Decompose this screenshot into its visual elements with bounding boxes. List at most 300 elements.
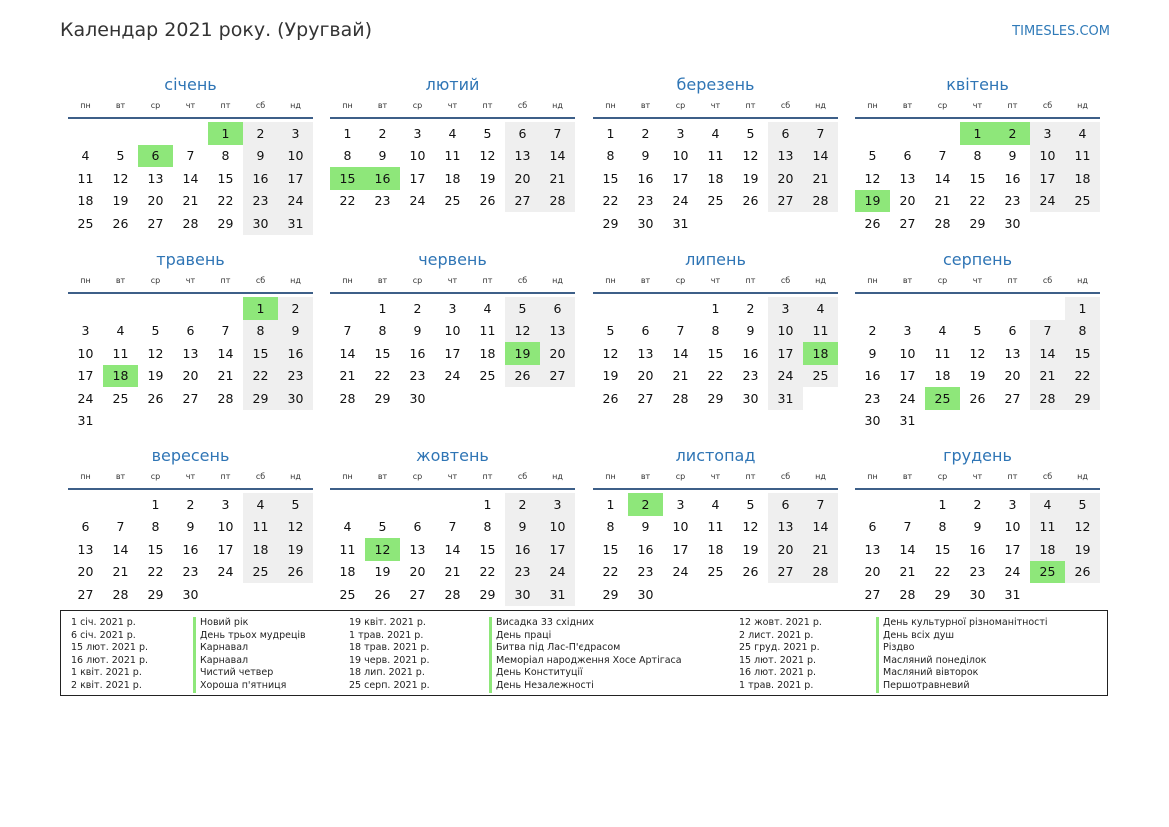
day-cell: 15 [147, 541, 164, 557]
day-grid [68, 493, 313, 606]
day-cell: 24 [278, 190, 313, 213]
day-cell: 18 [1030, 538, 1065, 561]
weekday-label: пн [342, 472, 353, 481]
day-cell: 31 [1004, 586, 1021, 602]
holiday-date: 6 січ. 2021 р. [71, 629, 136, 641]
day-cell: 28 [444, 586, 461, 602]
day-cell: 9 [505, 516, 540, 539]
day-cell: 5 [483, 125, 492, 141]
weekday-label: пн [867, 276, 878, 285]
day-cell: 16 [864, 368, 881, 384]
month-block [330, 74, 575, 212]
day-cell: 7 [1030, 320, 1065, 343]
day-grid [593, 297, 838, 410]
day-cell: 6 [186, 323, 195, 339]
empty-cell [138, 297, 173, 320]
weekday-label: чт [710, 472, 721, 481]
day-cell: 14 [540, 145, 575, 168]
day-cell: 20 [182, 368, 199, 384]
day-cell: 27 [409, 586, 426, 602]
day-cell: 25 [479, 368, 496, 384]
weekday-label: ср [937, 276, 948, 285]
day-cell: 28 [934, 215, 951, 231]
day-cell: 4 [116, 323, 125, 339]
day-cell: 25 [707, 193, 724, 209]
day-cell: 28 [217, 390, 234, 406]
day-cell: 5 [868, 148, 877, 164]
day-cell: 9 [973, 519, 982, 535]
day-cell: 23 [505, 561, 540, 584]
weekday-label: чт [710, 276, 721, 285]
day-cell: 17 [444, 345, 461, 361]
weekday-label: вт [640, 472, 651, 481]
day-cell: 20 [540, 342, 575, 365]
holiday-name: Новий рік [193, 617, 306, 630]
day-grid [330, 493, 575, 606]
day-cell: 7 [343, 323, 352, 339]
day-cell: 24 [77, 390, 94, 406]
holiday-date: 19 черв. 2021 р. [349, 654, 430, 666]
weekday-label: пт [482, 276, 493, 285]
day-cell: 26 [505, 365, 540, 388]
day-cell: 10 [77, 345, 94, 361]
day-cell: 19 [112, 193, 129, 209]
weekday-label: ср [937, 472, 948, 481]
day-cell: 13 [637, 345, 654, 361]
empty-cell [1030, 297, 1065, 320]
empty-cell [208, 297, 243, 320]
holiday-date: 16 лют. 2021 р. [739, 667, 816, 679]
day-cell: 23 [182, 564, 199, 580]
month-name: квітень [946, 75, 1009, 94]
month-block [593, 249, 838, 410]
day-cell: 5 [973, 323, 982, 339]
day-cell: 30 [1004, 215, 1021, 231]
holiday-name: День культурної різноманітності [876, 617, 1048, 630]
day-cell: 8 [606, 148, 615, 164]
day-cell: 16 [637, 541, 654, 557]
day-cell: 10 [444, 323, 461, 339]
day-cell: 18 [1065, 167, 1100, 190]
weekday-label: нд [1077, 472, 1088, 481]
day-cell: 2 [973, 496, 982, 512]
day-cell: 16 [969, 541, 986, 557]
weekday-label: нд [290, 472, 301, 481]
day-cell: 20 [768, 167, 803, 190]
weekday-label: пн [605, 276, 616, 285]
holiday-name: День Конституції [489, 667, 682, 680]
day-cell: 16 [1004, 170, 1021, 186]
weekday-label: пн [342, 276, 353, 285]
day-cell: 9 [641, 148, 650, 164]
day-cell: 8 [243, 320, 278, 343]
empty-cell [173, 297, 208, 320]
empty-cell [103, 493, 138, 516]
day-cell: 4 [1030, 493, 1065, 516]
day-cell: 23 [864, 390, 881, 406]
weekday-header-row [68, 100, 313, 119]
day-cell: 20 [637, 368, 654, 384]
weekday-label: сб [255, 472, 266, 481]
holiday-date: 12 жовт. 2021 р. [739, 617, 822, 628]
day-cell: 4 [343, 519, 352, 535]
month-name: січень [164, 75, 217, 94]
day-cell: 10 [672, 148, 689, 164]
weekday-label: нд [290, 276, 301, 285]
weekday-label: чт [447, 276, 458, 285]
day-cell: 12 [479, 148, 496, 164]
day-cell: 6 [413, 519, 422, 535]
month-name: грудень [943, 446, 1012, 465]
empty-cell [925, 122, 960, 145]
day-cell: 7 [221, 323, 230, 339]
day-cell: 4 [483, 300, 492, 316]
day-cell: 20 [147, 193, 164, 209]
weekday-label: пн [605, 472, 616, 481]
day-cell: 7 [803, 122, 838, 145]
day-cell: 3 [676, 125, 685, 141]
day-cell: 23 [637, 564, 654, 580]
day-cell: 17 [217, 541, 234, 557]
day-cell: 13 [1004, 345, 1021, 361]
day-cell: 16 [278, 342, 313, 365]
day-cell: 1 [711, 300, 720, 316]
day-cell: 6 [1008, 323, 1017, 339]
day-cell: 24 [672, 193, 689, 209]
day-cell: 11 [803, 320, 838, 343]
day-cell: 3 [221, 496, 230, 512]
weekday-label: вт [902, 101, 913, 110]
day-cell: 30 [637, 586, 654, 602]
day-cell: 6 [505, 122, 540, 145]
day-cell: 26 [602, 390, 619, 406]
weekday-label: чт [972, 276, 983, 285]
holiday-day-cell: 16 [365, 167, 400, 190]
day-cell: 30 [742, 390, 759, 406]
holiday-name-column [193, 617, 306, 693]
day-cell: 16 [243, 167, 278, 190]
holiday-day-cell: 19 [855, 190, 890, 213]
month-block [855, 445, 1100, 606]
day-cell: 13 [147, 170, 164, 186]
day-cell: 29 [707, 390, 724, 406]
day-cell: 16 [409, 345, 426, 361]
day-cell: 6 [641, 323, 650, 339]
weekday-label: вт [115, 472, 126, 481]
holiday-day-cell: 19 [505, 342, 540, 365]
day-cell: 25 [243, 561, 278, 584]
day-cell: 4 [938, 323, 947, 339]
day-cell: 28 [182, 215, 199, 231]
day-cell: 21 [112, 564, 129, 580]
day-grid [330, 297, 575, 410]
month-name: червень [418, 250, 487, 269]
day-cell: 1 [343, 125, 352, 141]
weekday-header-row [593, 275, 838, 294]
day-cell: 25 [339, 586, 356, 602]
day-cell: 4 [81, 148, 90, 164]
weekday-header-row [593, 471, 838, 490]
day-cell: 26 [969, 390, 986, 406]
empty-cell [663, 297, 698, 320]
day-cell: 20 [864, 564, 881, 580]
day-cell: 28 [540, 190, 575, 213]
day-cell: 3 [1008, 496, 1017, 512]
day-cell: 18 [243, 538, 278, 561]
day-cell: 22 [934, 564, 951, 580]
day-cell: 2 [641, 125, 650, 141]
empty-cell [593, 297, 628, 320]
day-cell: 29 [479, 586, 496, 602]
day-cell: 9 [413, 323, 422, 339]
day-cell: 8 [151, 519, 160, 535]
day-cell: 13 [768, 145, 803, 168]
day-cell: 22 [374, 368, 391, 384]
weekday-label: чт [185, 101, 196, 110]
day-cell: 22 [602, 193, 619, 209]
day-cell: 17 [278, 167, 313, 190]
day-cell: 6 [540, 297, 575, 320]
weekday-header-row [855, 275, 1100, 294]
holiday-name: Різдво [876, 642, 1048, 655]
weekday-label: нд [815, 472, 826, 481]
day-cell: 11 [243, 516, 278, 539]
weekday-label: пт [482, 472, 493, 481]
weekday-header-row [68, 471, 313, 490]
weekday-header-row [855, 471, 1100, 490]
day-cell: 9 [243, 145, 278, 168]
day-cell: 28 [899, 586, 916, 602]
day-cell: 15 [217, 170, 234, 186]
day-cell: 18 [707, 170, 724, 186]
month-name: жовтень [416, 446, 489, 465]
weekday-label: вт [640, 276, 651, 285]
month-block [593, 74, 838, 235]
weekday-label: ср [675, 276, 686, 285]
month-name: березень [676, 75, 755, 94]
day-cell: 17 [540, 538, 575, 561]
day-cell: 27 [864, 586, 881, 602]
day-cell: 3 [448, 300, 457, 316]
day-cell: 23 [243, 190, 278, 213]
holiday-date: 1 трав. 2021 р. [349, 629, 424, 641]
day-cell: 26 [1065, 561, 1100, 584]
day-cell: 15 [1065, 342, 1100, 365]
day-cell: 20 [505, 167, 540, 190]
holiday-date: 25 груд. 2021 р. [739, 642, 820, 654]
day-cell: 13 [899, 170, 916, 186]
day-cell: 28 [803, 190, 838, 213]
day-cell: 29 [602, 215, 619, 231]
day-cell: 9 [746, 323, 755, 339]
day-cell: 14 [444, 541, 461, 557]
weekday-label: ср [150, 101, 161, 110]
day-cell: 15 [969, 170, 986, 186]
day-cell: 15 [374, 345, 391, 361]
day-cell: 9 [378, 148, 387, 164]
day-cell: 22 [243, 365, 278, 388]
holiday-day-cell: 15 [330, 167, 365, 190]
day-cell: 30 [637, 215, 654, 231]
weekday-label: нд [552, 101, 563, 110]
day-cell: 3 [540, 493, 575, 516]
weekday-header-row [855, 100, 1100, 119]
day-cell: 13 [864, 541, 881, 557]
day-cell: 30 [182, 586, 199, 602]
day-cell: 13 [182, 345, 199, 361]
day-cell: 10 [1004, 519, 1021, 535]
weekday-label: чт [447, 472, 458, 481]
day-cell: 4 [803, 297, 838, 320]
day-cell: 3 [81, 323, 90, 339]
day-cell: 5 [606, 323, 615, 339]
day-cell: 6 [903, 148, 912, 164]
day-cell: 21 [217, 368, 234, 384]
weekday-label: ср [937, 101, 948, 110]
holiday-day-cell: 1 [960, 122, 995, 145]
day-cell: 30 [278, 387, 313, 410]
day-cell: 22 [969, 193, 986, 209]
weekday-label: ср [150, 276, 161, 285]
day-cell: 4 [448, 125, 457, 141]
day-cell: 7 [938, 148, 947, 164]
day-cell: 24 [899, 390, 916, 406]
weekday-label: сб [1042, 472, 1053, 481]
day-cell: 27 [899, 215, 916, 231]
weekday-label: пн [867, 101, 878, 110]
day-cell: 26 [112, 215, 129, 231]
day-cell: 10 [540, 516, 575, 539]
day-cell: 6 [81, 519, 90, 535]
day-cell: 26 [278, 561, 313, 584]
day-cell: 29 [1065, 387, 1100, 410]
day-cell: 24 [1030, 190, 1065, 213]
day-cell: 22 [1065, 365, 1100, 388]
day-cell: 29 [602, 586, 619, 602]
day-cell: 29 [217, 215, 234, 231]
day-cell: 15 [934, 541, 951, 557]
holiday-name: День праці [489, 630, 682, 643]
day-grid [68, 122, 313, 235]
day-cell: 17 [899, 368, 916, 384]
day-cell: 7 [448, 519, 457, 535]
holiday-day-cell: 18 [103, 365, 138, 388]
day-cell: 7 [116, 519, 125, 535]
day-cell: 30 [409, 390, 426, 406]
day-cell: 12 [864, 170, 881, 186]
day-cell: 12 [278, 516, 313, 539]
day-cell: 29 [934, 586, 951, 602]
day-cell: 25 [803, 365, 838, 388]
month-block [68, 249, 313, 432]
empty-cell [173, 122, 208, 145]
weekday-label: сб [780, 276, 791, 285]
empty-cell [68, 493, 103, 516]
holiday-name: Масляний понеділок [876, 655, 1048, 668]
day-cell: 25 [444, 193, 461, 209]
weekday-header-row [593, 100, 838, 119]
day-cell: 28 [672, 390, 689, 406]
day-cell: 19 [1065, 538, 1100, 561]
day-cell: 27 [637, 390, 654, 406]
day-grid [330, 122, 575, 212]
holiday-name: Карнавал [193, 642, 306, 655]
day-cell: 12 [742, 148, 759, 164]
holiday-day-cell: 25 [1030, 561, 1065, 584]
day-cell: 31 [672, 215, 689, 231]
site-link[interactable]: TIMESLES.COM [1012, 24, 1110, 39]
weekday-label: сб [1042, 276, 1053, 285]
weekday-label: пн [80, 101, 91, 110]
day-cell: 4 [711, 125, 720, 141]
day-cell: 10 [217, 519, 234, 535]
day-cell: 24 [444, 368, 461, 384]
weekday-label: пн [605, 101, 616, 110]
weekday-label: вт [377, 472, 388, 481]
holiday-day-cell: 12 [365, 538, 400, 561]
empty-cell [960, 297, 995, 320]
holiday-name: Першотравневий [876, 680, 1048, 693]
empty-cell [855, 297, 890, 320]
holiday-date: 1 трав. 2021 р. [739, 679, 814, 691]
day-cell: 21 [934, 193, 951, 209]
day-cell: 18 [77, 193, 94, 209]
weekday-label: чт [185, 472, 196, 481]
holiday-date: 2 лист. 2021 р. [739, 629, 814, 641]
weekday-label: сб [255, 101, 266, 110]
weekday-label: пн [80, 472, 91, 481]
weekday-label: нд [552, 276, 563, 285]
weekday-header-row [330, 471, 575, 490]
day-cell: 13 [505, 145, 540, 168]
weekday-label: сб [517, 472, 528, 481]
day-cell: 25 [112, 390, 129, 406]
day-cell: 28 [803, 561, 838, 584]
day-cell: 22 [339, 193, 356, 209]
day-grid [855, 493, 1100, 606]
day-cell: 26 [147, 390, 164, 406]
day-cell: 2 [243, 122, 278, 145]
day-cell: 31 [278, 212, 313, 235]
weekday-label: нд [290, 101, 301, 110]
day-cell: 11 [479, 323, 496, 339]
day-cell: 11 [112, 345, 129, 361]
day-cell: 31 [540, 583, 575, 606]
day-cell: 15 [707, 345, 724, 361]
empty-cell [330, 297, 365, 320]
day-cell: 9 [868, 345, 877, 361]
day-cell: 4 [1065, 122, 1100, 145]
day-cell: 4 [243, 493, 278, 516]
day-cell: 28 [112, 586, 129, 602]
day-cell: 23 [409, 368, 426, 384]
empty-cell [68, 297, 103, 320]
weekday-label: пт [220, 101, 231, 110]
empty-cell [68, 122, 103, 145]
weekday-header-row [68, 275, 313, 294]
holiday-date-column [71, 617, 148, 693]
day-cell: 5 [116, 148, 125, 164]
day-cell: 12 [602, 345, 619, 361]
day-grid [855, 297, 1100, 432]
holiday-name: День всіх душ [876, 630, 1048, 643]
day-cell: 12 [1065, 516, 1100, 539]
weekday-label: вт [377, 276, 388, 285]
day-cell: 1 [938, 496, 947, 512]
day-cell: 18 [479, 345, 496, 361]
day-cell: 17 [672, 541, 689, 557]
day-cell: 5 [278, 493, 313, 516]
